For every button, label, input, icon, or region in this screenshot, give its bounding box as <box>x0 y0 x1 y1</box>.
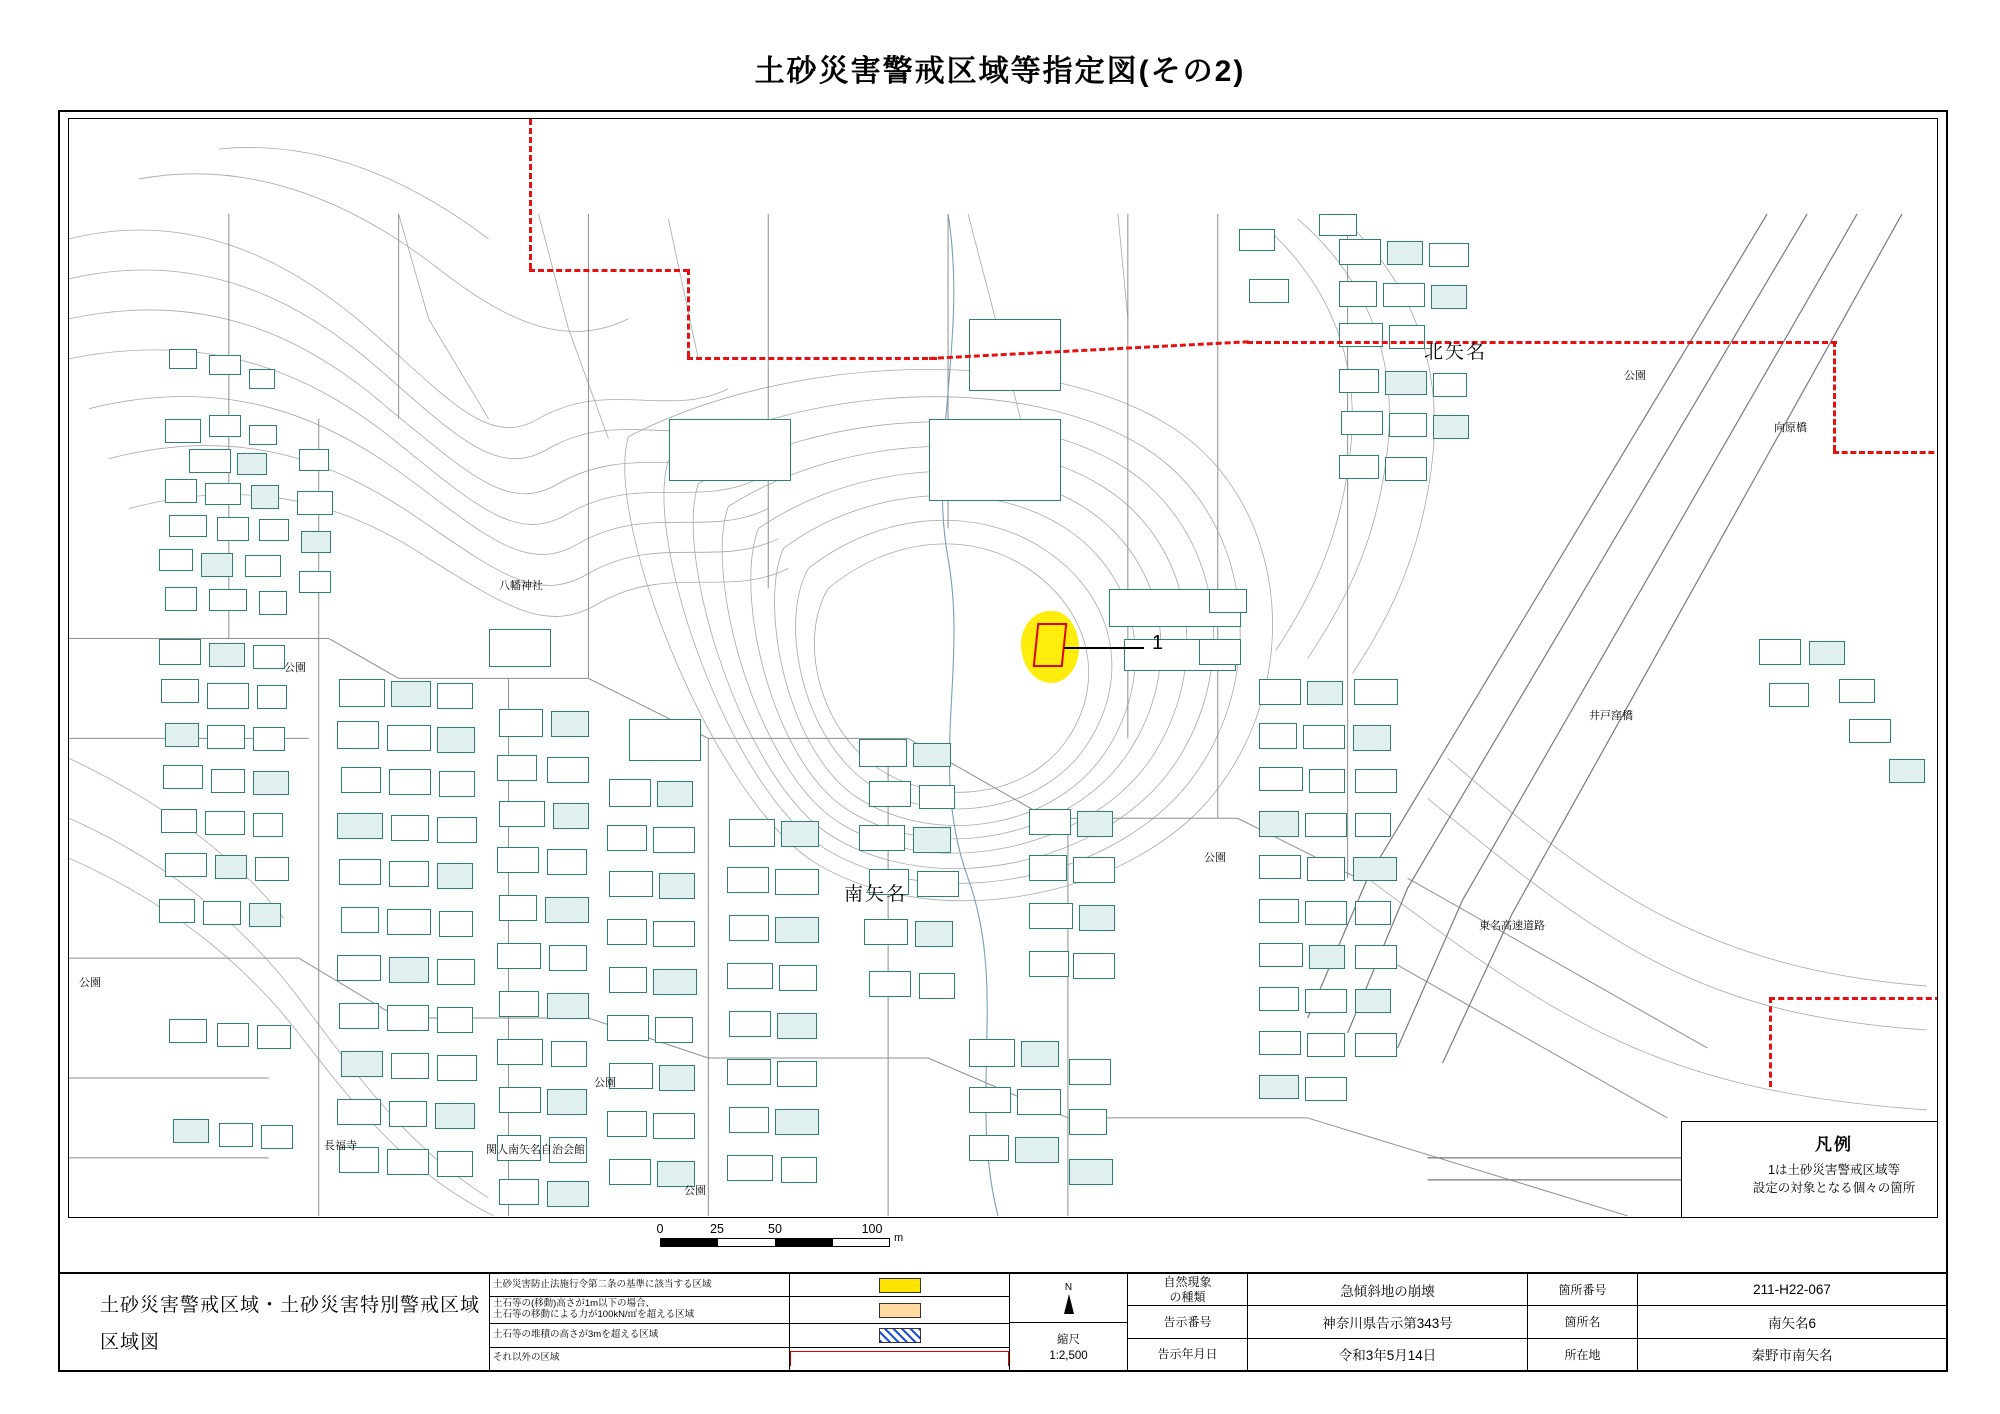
sheet-title-block <box>60 1274 490 1370</box>
sheet-title-line-2: 区域図 <box>100 1332 161 1353</box>
metadata-value2-1: 211-H22-067 <box>1753 1282 1831 1298</box>
metadata-key-1-line-1: 自然現象 <box>1163 1275 1212 1290</box>
map-label-park-1: 公園 <box>284 662 306 674</box>
map-label-park-6: 公園 <box>1204 852 1226 864</box>
metadata-key-2: 告示番号 <box>1128 1306 1248 1337</box>
hazard-leader-line <box>1064 647 1144 649</box>
district-boundary-segment <box>1833 341 1836 451</box>
metadata-value-1: 急傾斜地の崩壊 <box>1248 1274 1528 1305</box>
criteria-row-4 <box>490 1348 1009 1370</box>
scale-tick-0: 0 <box>656 1222 664 1236</box>
criteria-text-2 <box>490 1297 790 1323</box>
swatch-yellow <box>879 1278 921 1293</box>
legend-note <box>1692 1161 1938 1197</box>
metadata-key-1 <box>1128 1274 1248 1305</box>
swatch-red-outline <box>790 1351 1009 1366</box>
criteria-swatch-cell-3 <box>790 1324 1009 1346</box>
criteria-row-3 <box>490 1324 1009 1347</box>
legend-box <box>1681 1121 1938 1218</box>
criteria-text-1: 土砂災害防止法施行令第二条の基準に該当する区域 <box>490 1274 790 1296</box>
scale-block <box>1010 1322 1127 1371</box>
legend-row-district-boundary <box>1692 1207 1938 1218</box>
district-boundary-segment <box>529 269 689 272</box>
hazard-number-label: 1 <box>1152 632 1164 654</box>
district-boundary-segment <box>1247 341 1837 344</box>
legend-title: 凡例 <box>1815 1135 1853 1154</box>
map-label-park-4: 公園 <box>684 1185 706 1197</box>
metadata-block <box>1128 1274 1946 1370</box>
legend-note-line-1: 1は土砂災害警戒区域等 <box>1768 1163 1900 1177</box>
map-label-community-hall-1: 関人南矢名自治会館 <box>486 1144 585 1156</box>
district-boundary-segment <box>1769 997 1938 1000</box>
sheet-title-line-1: 土砂災害警戒区域・土砂災害特別警戒区域 <box>100 1295 481 1316</box>
metadata-key2-1: 箇所番号 <box>1528 1274 1638 1305</box>
legend-label-district-boundary <box>1824 1213 1878 1218</box>
hazard-area-outline[interactable] <box>1033 623 1068 667</box>
metadata-key2-2: 箇所名 <box>1528 1306 1638 1337</box>
scale-tick-50: 50 <box>768 1222 782 1236</box>
north-arrow <box>1010 1274 1127 1322</box>
metadata-value-3: 令和3年5月14日 <box>1248 1339 1528 1370</box>
metadata-value2-3: 秦野市南矢名 <box>1751 1348 1833 1364</box>
district-boundary-segment <box>687 357 937 360</box>
map-label-kitayana: 北矢名 <box>1424 342 1488 363</box>
legend-note-line-2: 設定の対象となる個々の箇所 <box>1752 1181 1916 1196</box>
scale-unit-label: m <box>894 1232 904 1244</box>
info-strip <box>58 1272 1948 1372</box>
north-arrow-icon <box>1064 1294 1074 1314</box>
page-title: 土砂災害警戒区域等指定図(その2) <box>754 55 1246 88</box>
metadata-key-3: 告示年月日 <box>1128 1339 1248 1370</box>
scale-value: 1:2,500 <box>1049 1349 1088 1362</box>
map-label-park-2: 公園 <box>79 977 101 989</box>
criteria-text-2-line-2: 土石等の移動による力が100kN/㎡を超える区域 <box>493 1309 695 1321</box>
map-label-minamiyana: 南矢名 <box>844 884 908 905</box>
metadata-row-1 <box>1128 1274 1946 1306</box>
district-boundary-segment <box>687 269 690 357</box>
scale-bar-graphic <box>660 1238 890 1247</box>
map-label-idokubo-bridge: 井戸窪橋 <box>1589 710 1633 722</box>
map-label-chofukuji: 長福寺 <box>324 1140 357 1152</box>
scale-tick-100: 100 <box>861 1222 883 1236</box>
criteria-swatch-cell-4 <box>790 1348 1009 1370</box>
scale-caption: 縮尺 <box>1057 1333 1080 1346</box>
map-label-park-5: 公園 <box>1624 370 1646 382</box>
scale-tick-25: 25 <box>710 1222 724 1236</box>
criteria-row-2 <box>490 1297 1009 1324</box>
criteria-text-2-line-1: 土石等の(移動)高さが1m以下の場合、 <box>493 1298 656 1310</box>
metadata-value2-2: 南矢名6 <box>1767 1315 1816 1331</box>
map-label-park-3: 公園 <box>594 1077 616 1089</box>
map-label-tomei-expressway: 東名高速道路 <box>1479 920 1545 932</box>
metadata-value-2: 神奈川県告示第343号 <box>1248 1306 1528 1337</box>
map-label-mukaibara-bridge: 向原橋 <box>1774 422 1807 434</box>
map-canvas[interactable] <box>68 118 1938 1218</box>
metadata-row-3 <box>1128 1339 1946 1370</box>
metadata-row-2 <box>1128 1306 1946 1338</box>
criteria-swatch-cell-2 <box>790 1297 1009 1323</box>
metadata-key-1-line-2: の種類 <box>1169 1289 1206 1304</box>
criteria-block <box>490 1274 1010 1370</box>
district-boundary-segment <box>1833 451 1938 454</box>
criteria-text-3: 土石等の堆積の高さが3mを超える区域 <box>490 1324 790 1346</box>
metadata-key2-3: 所在地 <box>1528 1339 1638 1370</box>
scale-bar <box>656 1222 904 1247</box>
swatch-hatched-blue <box>879 1328 921 1343</box>
district-boundary-segment <box>529 119 532 269</box>
criteria-text-4: それ以外の区域 <box>490 1348 790 1370</box>
swatch-orange <box>879 1303 921 1318</box>
map-label-hachiman-shrine: 八幡神社 <box>499 580 543 592</box>
criteria-row-1 <box>490 1274 1009 1297</box>
criteria-swatch-cell-1 <box>790 1274 1009 1296</box>
north-label: N <box>1064 1281 1073 1293</box>
district-boundary-segment <box>1769 997 1772 1087</box>
north-scale-block <box>1010 1274 1128 1370</box>
